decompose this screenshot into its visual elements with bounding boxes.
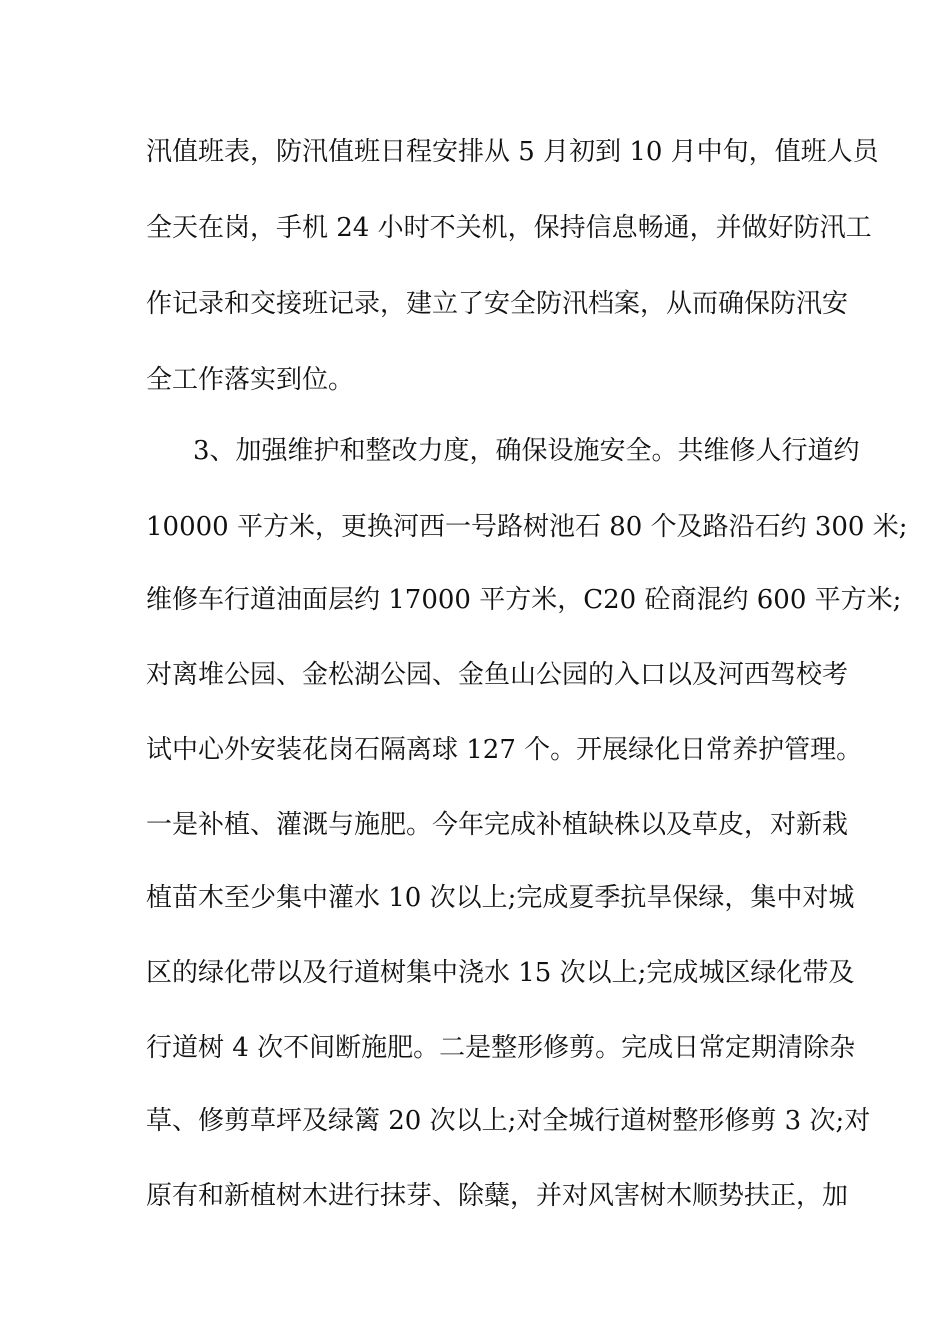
text-line: 10000 平方米，更换河西一号路树池石 80 个及路沿石约 300 米; bbox=[146, 512, 908, 542]
text-line: 作记录和交接班记录，建立了安全防汛档案，从而确保防汛安 bbox=[146, 289, 849, 319]
text-line: 行道树 4 次不间断施肥。二是整形修剪。完成日常定期清除杂 bbox=[146, 1033, 856, 1063]
text-line: 全工作落实到位。 bbox=[146, 365, 355, 395]
text-line: 汛值班表，防汛值班日程安排从 5 月初到 10 月中旬，值班人员 bbox=[146, 137, 879, 167]
text-line: 对离堆公园、金松湖公园、金鱼山公园的入口以及河西驾校考 bbox=[146, 660, 849, 690]
text-line: 试中心外安装花岗石隔离球 127 个。开展绿化日常养护管理。 bbox=[146, 735, 863, 765]
text-line: 草、修剪草坪及绿篱 20 次以上;对全城行道树整形修剪 3 次;对 bbox=[146, 1106, 871, 1136]
text-line: 区的绿化带以及行道树集中浇水 15 次以上;完成城区绿化带及 bbox=[146, 958, 855, 988]
text-line: 一是补植、灌溉与施肥。今年完成补植缺株以及草皮，对新栽 bbox=[146, 810, 849, 840]
text-line: 原有和新植树木进行抹芽、除糵，并对风害树木顺势扶正，加 bbox=[146, 1181, 849, 1211]
text-line: 3、加强维护和整改力度，确保设施安全。共维修人行道约 bbox=[193, 436, 860, 466]
text-line: 维修车行道油面层约 17000 平方米，C20 砼商混约 600 平方米; bbox=[146, 585, 902, 615]
text-line: 植苗木至少集中灌水 10 次以上;完成夏季抗旱保绿，集中对城 bbox=[146, 883, 855, 913]
text-line: 全天在岗，手机 24 小时不关机，保持信息畅通，并做好防汛工 bbox=[146, 213, 872, 243]
